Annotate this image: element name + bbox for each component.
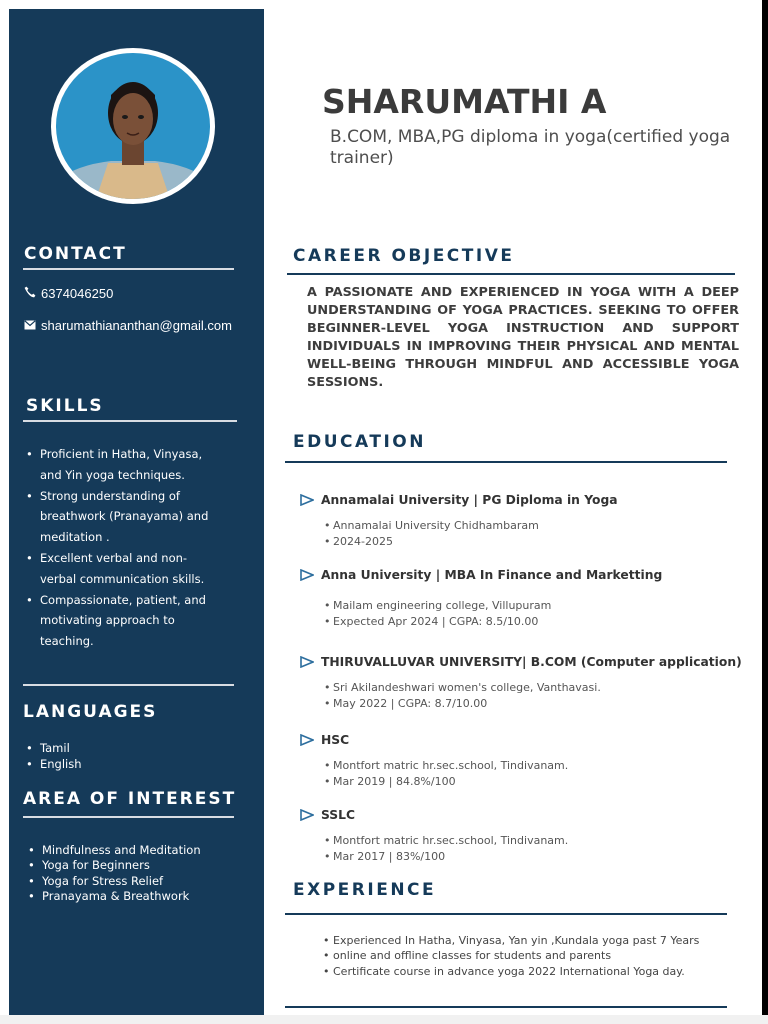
email-address[interactable]: sharumathiananthan@gmail.com <box>41 318 232 333</box>
list-item: • Sri Akilandeshwari women's college, Vanthavasi. <box>321 680 740 696</box>
skills-heading: SKILLS <box>26 396 104 416</box>
list-item: • English <box>24 756 224 772</box>
list-item: • Experienced In Hatha, Vinyasa, Yan yin ,Kundala yoga past 7 Years <box>321 933 699 948</box>
skills-divider <box>23 420 237 422</box>
list-item: • Montfort matric hr.sec.school, Tindivanam. <box>321 758 740 774</box>
education-title: Anna University | MBA In Finance and Marketting <box>321 568 663 582</box>
interest-list <box>26 843 236 904</box>
objective-text: A PASSIONATE AND EXPERIENCED IN YOGA WITH A DEEP UNDERSTANDING OF YOGA PRACTICES. SEEKING TO OFFER BEGINNER-LEVEL YOGA INSTRUCTION AND SUPPORT INDIVIDUALS IN IMPROVING THEIR PHYSICAL AND MENTAL WELL-BEING THROUGH MINDFUL AND ACCESSIBLE YOGA SESSIONS. <box>307 285 739 390</box>
skills-bottom-divider <box>23 684 234 686</box>
contact-heading: CONTACT <box>24 244 127 264</box>
list-item: • Certificate course in advance yoga 2022 International Yoga day. <box>321 964 699 979</box>
objective-heading: CAREER OBJECTIVE <box>293 246 515 266</box>
education-title: HSC <box>321 733 350 747</box>
education-entry <box>300 493 740 550</box>
list-item: • Mindfulness and Meditation <box>26 843 236 858</box>
page-bottom-strip <box>0 1015 768 1024</box>
candidate-name: SHARUMATHI A <box>322 82 607 121</box>
list-item: • 2024-2025 <box>321 534 740 550</box>
objective-divider <box>287 273 735 275</box>
interest-divider <box>23 816 234 818</box>
experience-heading: EXPERIENCE <box>293 880 437 900</box>
list-item: • Tamil <box>24 740 224 756</box>
list-item: • Mailam engineering college, Villupuram <box>321 598 740 614</box>
candidate-subtitle: B.COM, MBA,PG diploma in yoga(certified yoga trainer) <box>330 127 731 168</box>
experience-list <box>321 933 699 979</box>
contact-divider <box>23 268 234 270</box>
languages-list <box>24 740 224 772</box>
interest-heading: AREA OF INTEREST <box>23 789 237 809</box>
profile-photo <box>51 48 215 204</box>
education-divider <box>285 461 727 463</box>
page-edge <box>762 0 768 1024</box>
contact-phone <box>24 286 113 301</box>
list-item: • Mar 2017 | 83%/100 <box>321 849 740 865</box>
phone-icon <box>24 286 37 301</box>
list-item: • Montfort matric hr.sec.school, Tindivanam. <box>321 833 740 849</box>
list-item: • Yoga for Stress Relief <box>26 874 236 889</box>
list-item: • Mar 2019 | 84.8%/100 <box>321 774 740 790</box>
contact-email <box>24 318 232 333</box>
experience-divider <box>285 913 727 915</box>
phone-number[interactable]: 6374046250 <box>41 286 114 301</box>
list-item: • Excellent verbal and non-verbal communication skills. <box>24 548 212 590</box>
list-item: • Pranayama & Breathwork <box>26 889 236 904</box>
list-item: • Yoga for Beginners <box>26 858 236 873</box>
list-item: • Expected Apr 2024 | CGPA: 8.5/10.00 <box>321 614 740 630</box>
footer-divider <box>285 1006 727 1008</box>
education-entry <box>300 568 740 630</box>
list-item: • Strong understanding of breathwork (Pranayama) and meditation . <box>24 486 212 548</box>
list-item: • Compassionate, patient, and motivating approach to teaching. <box>24 590 212 652</box>
mail-icon <box>24 318 37 333</box>
list-item: • Annamalai University Chidhambaram <box>321 518 740 534</box>
education-entry <box>300 655 740 712</box>
play-triangle-icon <box>300 656 314 668</box>
education-entry <box>300 808 740 865</box>
skills-list <box>24 444 212 652</box>
education-entry <box>300 733 740 790</box>
play-triangle-icon <box>300 494 314 506</box>
list-item: • online and offline classes for students and parents <box>321 948 699 963</box>
education-title: SSLC <box>321 808 356 822</box>
play-triangle-icon <box>300 569 314 581</box>
education-heading: EDUCATION <box>293 432 426 452</box>
list-item: • Proficient in Hatha, Vinyasa, and Yin yoga techniques. <box>24 444 212 486</box>
play-triangle-icon <box>300 734 314 746</box>
languages-heading: LANGUAGES <box>23 702 158 722</box>
play-triangle-icon <box>300 809 314 821</box>
list-item: • May 2022 | CGPA: 8.7/10.00 <box>321 696 740 712</box>
education-title: Annamalai University | PG Diploma in Yoga <box>321 493 618 507</box>
education-title: THIRUVALLUVAR UNIVERSITY| B.COM (Computer application) <box>321 655 742 669</box>
